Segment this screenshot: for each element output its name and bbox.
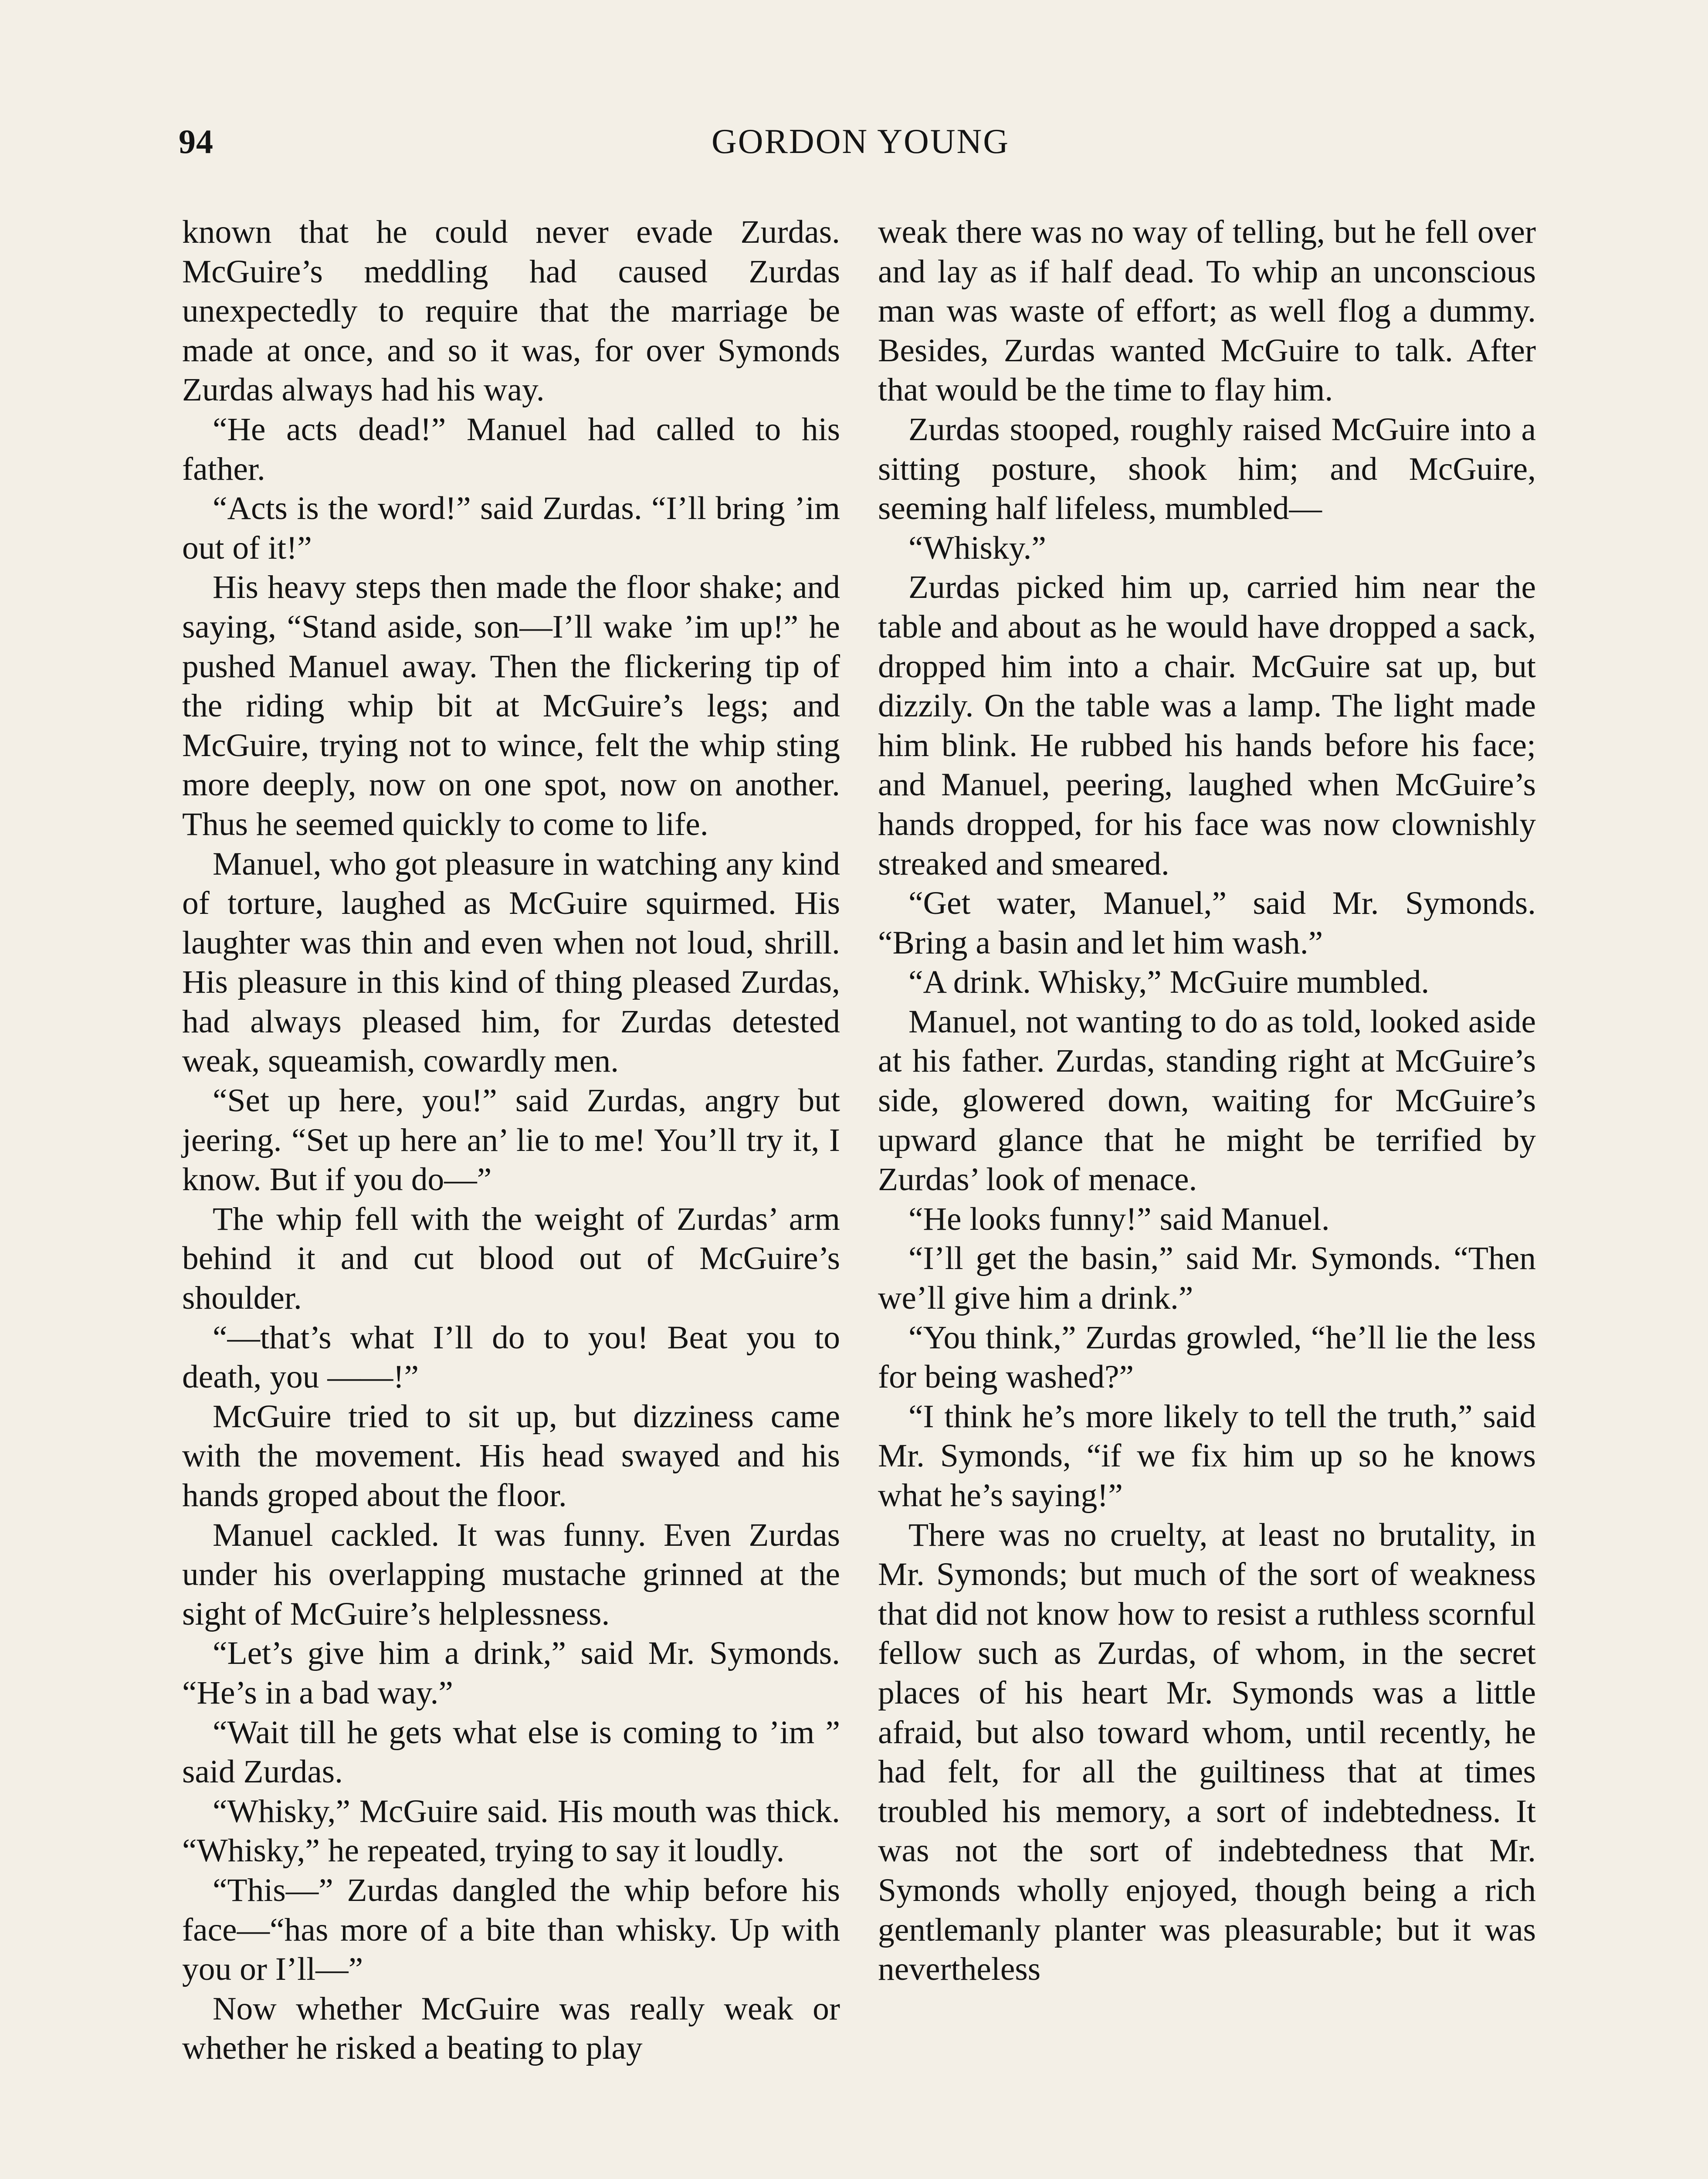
paragraph: Now whether McGuire was really weak or whether he risked a beating to play [182, 1990, 840, 2067]
paragraph: known that he could never evade Zurdas. McGuire’s meddling had caused Zurdas unexpectedly to require that the marriage be made at once, and so it was, for over Symonds Zurdas always had his way. [182, 214, 840, 408]
left-column [182, 213, 840, 2068]
paragraph: “—that’s what I’ll do to you! Beat you to death, you ——!” [182, 1319, 840, 1395]
paragraph: “He acts dead!” Manuel had called to his father. [182, 411, 840, 487]
paragraph: Zurdas stooped, roughly raised McGuire into a sitting posture, shook him; and McGuire, seeming half lifeless, mumbled— [878, 411, 1536, 527]
paragraph: “Set up here, you!” said Zurdas, angry but jeering. “Set up here an’ lie to me! You’ll try it, I know. But if you do—” [182, 1083, 840, 1198]
page-number: 94 [179, 122, 214, 160]
paragraph: “I’ll get the basin,” said Mr. Symonds. “Then we’ll give him a drink.” [878, 1240, 1536, 1317]
paragraph: “This—” Zurdas dangled the whip before his face—“has more of a bite than whisky. Up with you or I’ll—” [182, 1872, 840, 1988]
paragraph: “He looks funny!” said Manuel. [908, 1201, 1330, 1237]
running-head: GORDON YOUNG [711, 122, 1010, 161]
paragraph: “Whisky,” McGuire said. His mouth was thick. “Whisky,” he repeated, trying to say it loudly. [182, 1793, 840, 1869]
paragraph: There was no cruelty, at least no brutality, in Mr. Symonds; but much of the sort of weakness that did not know how to resist a ruthless scornful fellow such as Zurdas, of whom, in the secret places of his heart Mr. Symonds was a little afraid, but also toward whom, until recently, he had felt, for all the guiltiness that at times troubled his memory, a sort of indebtedness. It was not the sort of indebtedness that Mr. Symonds wholly enjoyed, though being a rich gentlemanly planter was pleasurable; but it was nevertheless [878, 1517, 1536, 1988]
paragraph: “Get water, Manuel,” said Mr. Symonds. “Bring a basin and let him wash.” [878, 885, 1536, 961]
paragraph: Manuel, not wanting to do as told, looked aside at his father. Zurdas, standing right at McGuire’s side, glowered down, waiting for McGuire’s upward glance that he might be terrified by Zurdas’ look of menace. [878, 1003, 1536, 1198]
paragraph: His heavy steps then made the floor shake; and saying, “Stand aside, son—I’ll wake ’im up!” he pushed Manuel away. Then the flickering tip of the riding whip bit at McGuire’s legs; and McGuire, trying not to wince, felt the whip sting more deeply, now on one spot, now on another. Thus he seemed quickly to come to life. [182, 569, 840, 842]
paragraph: “Whisky.” [908, 529, 1046, 566]
paragraph: Zurdas picked him up, carried him near the table and about as he would have dropped a sack, dropped him into a chair. McGuire sat up, but dizzily. On the table was a lamp. The light made him blink. He rubbed his hands before his face; and Manuel, peering, laughed when McGuire’s hands dropped, for his face was now clownishly streaked and smeared. [878, 569, 1536, 882]
paragraph: Manuel, who got pleasure in watching any kind of torture, laughed as McGuire squirmed. His laughter was thin and even when not loud, shrill. His pleasure in this kind of thing pleased Zurdas, had always pleased him, for Zurdas detested weak, squeamish, cowardly men. [182, 845, 840, 1079]
paragraph: “Let’s give him a drink,” said Mr. Symonds. “He’s in a bad way.” [182, 1635, 840, 1711]
paragraph: McGuire tried to sit up, but dizziness came with the movement. His head swayed and his hands groped about the floor. [182, 1398, 840, 1514]
paragraph: “I think he’s more likely to tell the truth,” said Mr. Symonds, “if we fix him up so he knows what he’s saying!” [878, 1398, 1536, 1514]
paragraph: “Acts is the word!” said Zurdas. “I’ll bring ’im out of it!” [182, 490, 840, 566]
paragraph: weak there was no way of telling, but he fell over and lay as if half dead. To whip an unconscious man was waste of effort; as well flog a dummy. Besides, Zurdas wanted McGuire to talk. After that would be the time to flay him. [878, 214, 1536, 408]
paragraph: The whip fell with the weight of Zurdas’ arm behind it and cut blood out of McGuire’s shoulder. [182, 1201, 840, 1317]
paragraph: “A drink. Whisky,” McGuire mumbled. [908, 964, 1430, 1001]
paragraph: “You think,” Zurdas growled, “he’ll lie the less for being washed?” [878, 1319, 1536, 1395]
right-column [878, 213, 1536, 1989]
paragraph: “Wait till he gets what else is coming to ’im ” said Zurdas. [182, 1714, 840, 1790]
page-header [179, 122, 1542, 170]
paragraph: Manuel cackled. It was funny. Even Zurdas under his overlapping mustache grinned at the sight of McGuire’s helplessness. [182, 1517, 840, 1632]
